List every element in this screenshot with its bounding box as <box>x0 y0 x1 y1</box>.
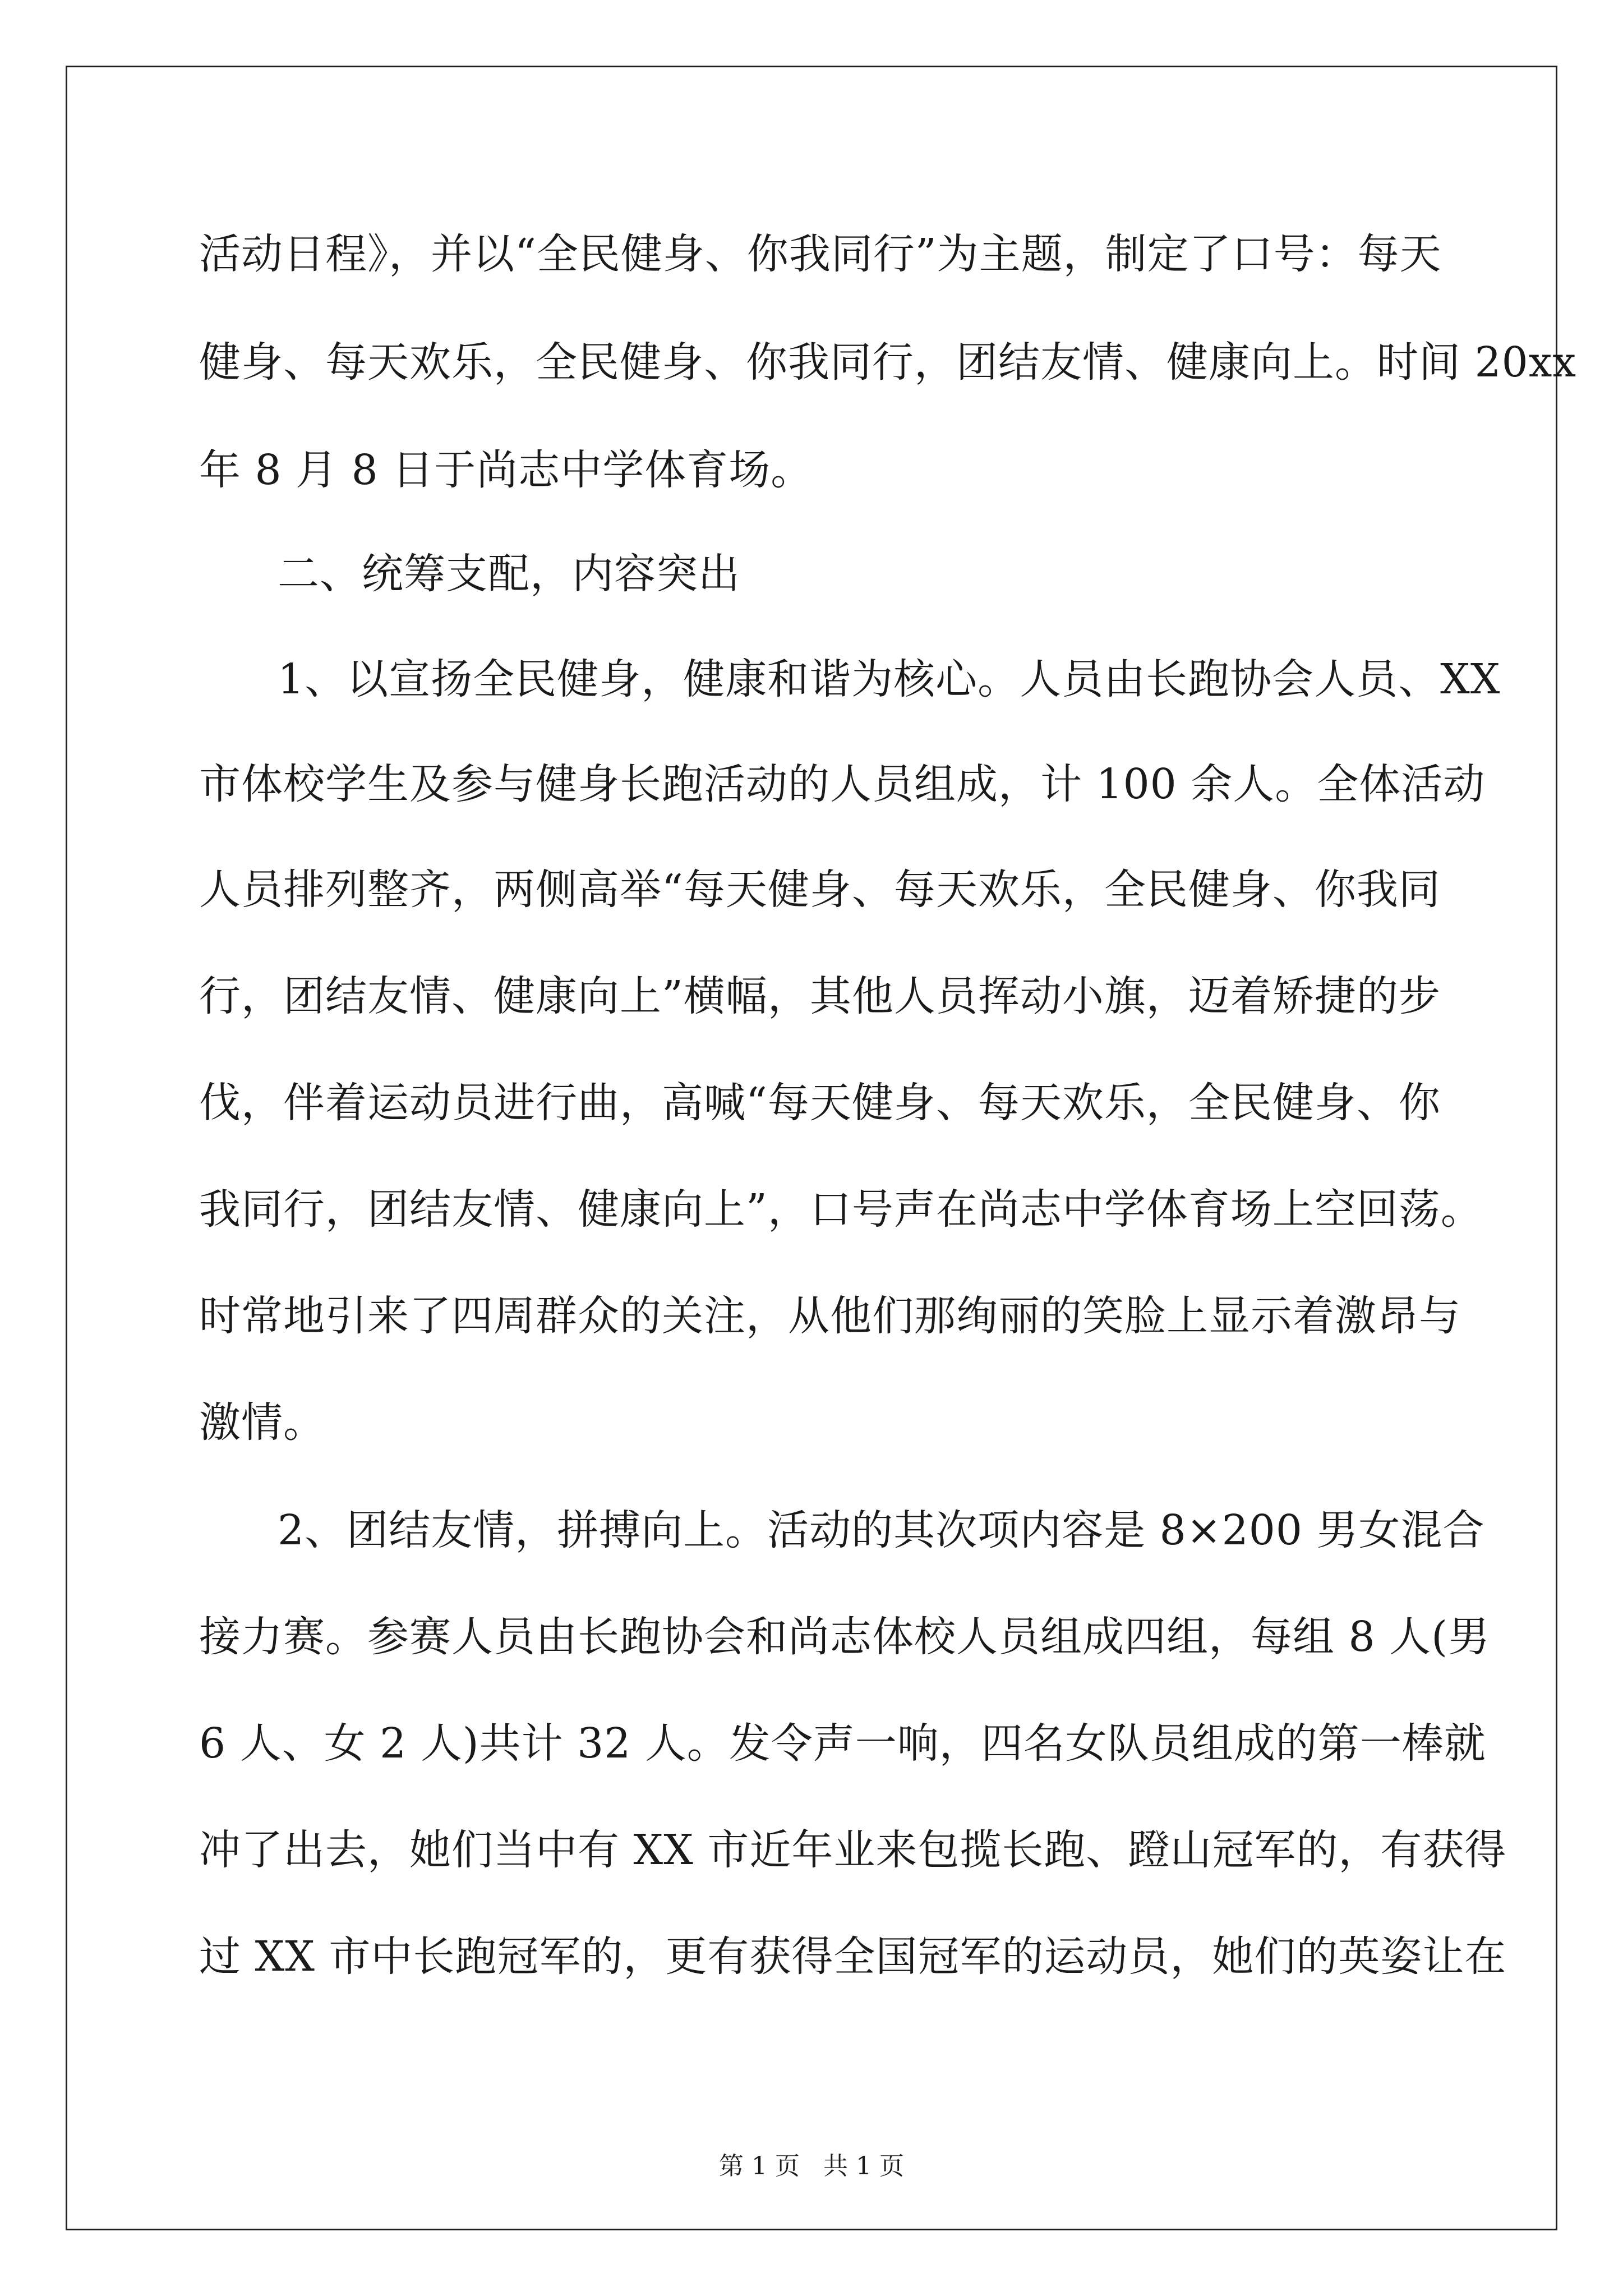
text-line: 时常地引来了四周群众的关注，从他们那绚丽的笑脸上显示着激昂与 <box>199 1292 1461 1340</box>
text-line: 伐，伴着运动员进行曲，高喊“每天健身、每天欢乐，全民健身、你 <box>199 1079 1441 1127</box>
text-line: 市体校学生及参与健身长跑活动的人员组成，计 100 余人。全体活动 <box>199 760 1486 808</box>
text-line: 激情。 <box>199 1398 325 1447</box>
page-number-footer: 第 1 页 共 1 页 <box>719 2152 904 2180</box>
text-line: 年 8 月 8 日于尚志中学体育场。 <box>199 446 813 494</box>
text-line: 过 XX 市中长跑冠军的，更有获得全国冠军的运动员，她们的英姿让在 <box>199 1932 1507 1981</box>
text-line: 活动日程》，并以“全民健身、你我同行”为主题，制定了口号：每天 <box>199 230 1442 278</box>
text-line: 我同行，团结友情、健康向上”，口号声在尚志中学体育场上空回荡。 <box>199 1185 1483 1234</box>
text-line: 冲了出去，她们当中有 XX 市近年业来包揽长跑、蹬山冠军的，有获得 <box>199 1826 1507 1874</box>
text-line: 行，团结友情、健康向上”横幅，其他人员挥动小旗，迈着矫捷的步 <box>199 972 1441 1020</box>
text-line: 人员排列整齐，两侧高举“每天健身、每天欢乐，全民健身、你我同 <box>199 866 1441 914</box>
page-frame <box>66 66 1557 2230</box>
text-line: 1、以宣扬全民健身，健康和谐为核心。人员由长跑协会人员、XX <box>278 655 1501 703</box>
text-line: 接力赛。参赛人员由长跑协会和尚志体校人员组成四组，每组 8 人(男 <box>199 1613 1490 1661</box>
section-heading: 二、统筹支配，内容突出 <box>278 550 740 598</box>
text-line: 健身、每天欢乐，全民健身、你我同行，团结友情、健康向上。时间 20xx <box>199 338 1577 386</box>
text-line: 2、团结友情，拼搏向上。活动的其次项内容是 8×200 男女混合 <box>278 1506 1485 1554</box>
text-line: 6 人、女 2 人)共计 32 人。发令声一响，四名女队员组成的第一棒就 <box>199 1719 1486 1768</box>
